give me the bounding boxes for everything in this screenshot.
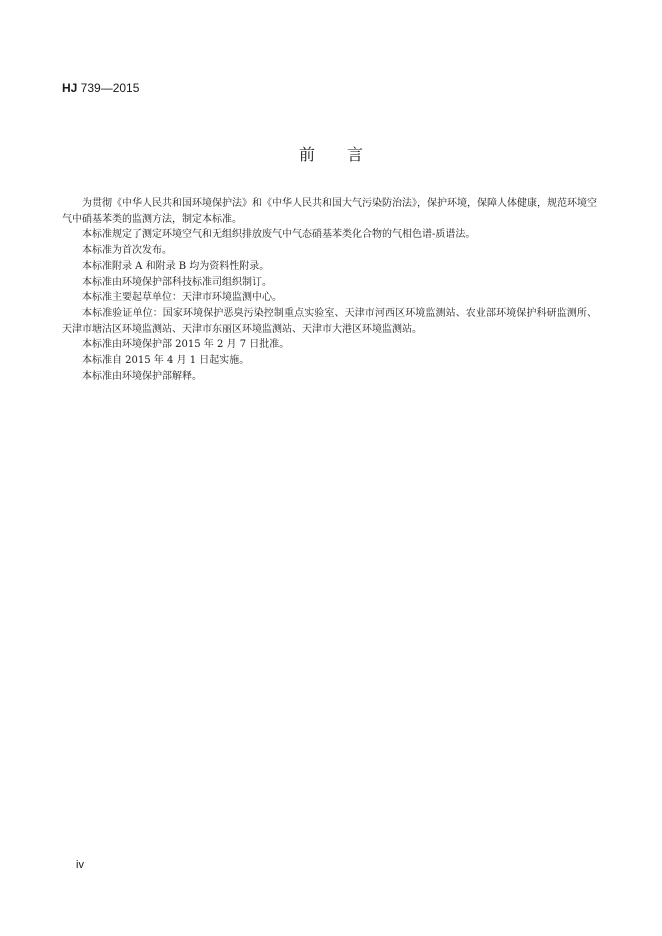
paragraph-purpose: 为贯彻《中华人民共和国环境保护法》和《中华人民共和国大气污染防治法》，保护环境，保障人体健康，规范环境空气中硝基苯类的监测方法，制定本标准。 xyxy=(62,198,597,225)
page-number: iv xyxy=(76,859,84,871)
document-code xyxy=(62,80,139,96)
paragraph-appendices: 本标准附录 A 和附录 B 均为资料性附录。 xyxy=(82,260,270,272)
document-code-prefix: HJ xyxy=(62,81,78,95)
paragraph-approval-date: 本标准由环境保护部 2015 年 2 月 7 日批准。 xyxy=(82,339,290,351)
foreword-body xyxy=(62,196,597,384)
paragraph-validation-units: 本标准验证单位：国家环境保护恶臭污染控制重点实验室、天津市河西区环境监测站、农业部环境保护科研监测所、天津市塘沽区环境监测站、天津市东丽区环境监测站、天津市大港区环境监测站。 xyxy=(62,307,597,335)
section-title: 前言 xyxy=(298,145,395,164)
paragraph-scope: 本标准规定了测定环境空气和无组织排放废气中气态硝基苯类化合物的气相色谱-质谱法。 xyxy=(82,229,476,241)
document-code-number: 739—2015 xyxy=(77,81,140,95)
paragraph-drafting-unit: 本标准主要起草单位：天津市环境监测中心。 xyxy=(82,292,282,304)
paragraph-effective-date: 本标准自 2015 年 4 月 1 日起实施。 xyxy=(82,355,250,367)
paragraph-interpretation: 本标准由环境保护部解释。 xyxy=(82,370,202,382)
paragraph-first-release: 本标准为首次发布。 xyxy=(82,245,172,257)
paragraph-organizer: 本标准由环境保护部科技标准司组织制订。 xyxy=(82,276,272,288)
